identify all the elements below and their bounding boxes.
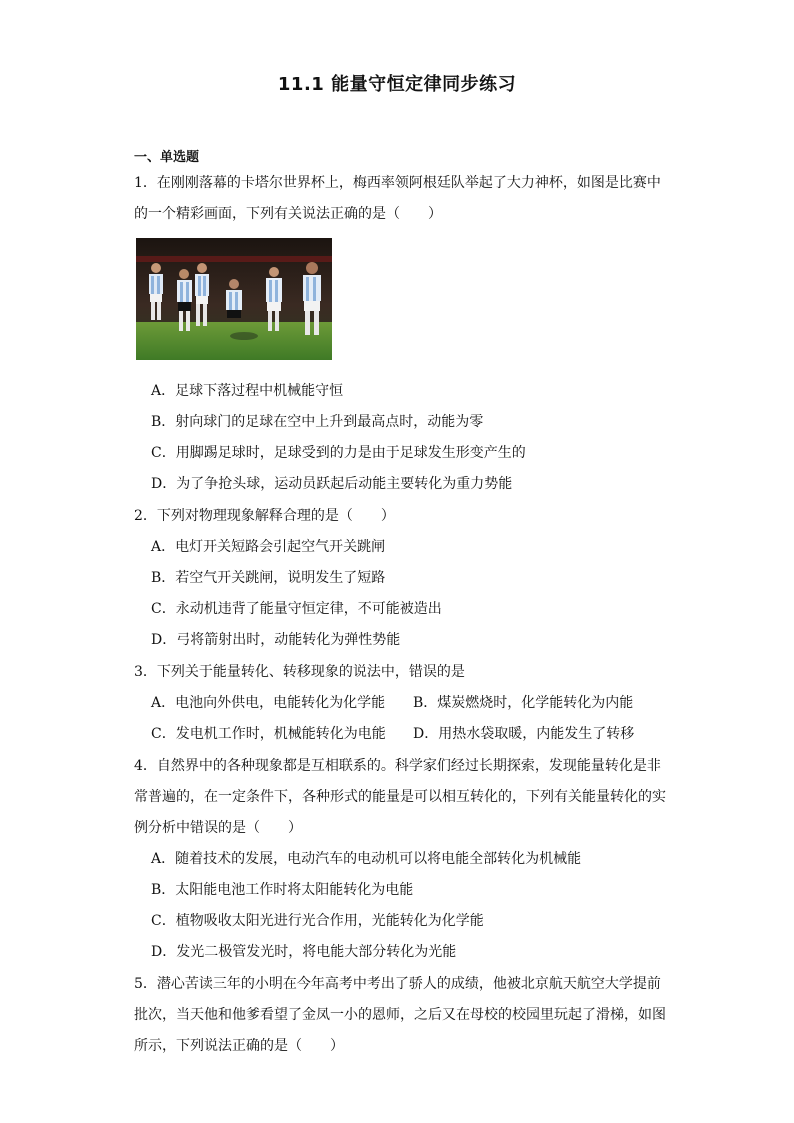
question-1-option-b: B．射向球门的足球在空中上升到最高点时，动能为零: [151, 414, 484, 430]
question-4-option-a: A．随着技术的发展，电动汽车的电动机可以将电能全部转化为机械能: [151, 851, 582, 867]
question-2-option-a: A．电灯开关短路会引起空气开关跳闸: [151, 539, 386, 555]
question-3-option-a: A．电池向外供电，电能转化为化学能: [151, 695, 386, 711]
question-4-stem-line-2: 常普遍的，在一定条件下，各种形式的能量是可以相互转化的，下列有关能量转化的实: [134, 789, 666, 805]
question-4-stem-line-3: 例分析中错误的是（ ）: [134, 820, 302, 836]
question-2-option-c: C．永动机违背了能量守恒定律，不可能被造出: [151, 601, 442, 617]
question-2-option-d: D．弓将箭射出时，动能转化为弹性势能: [151, 632, 401, 648]
question-5-stem-line-3: 所示，下列说法正确的是（ ）: [134, 1038, 344, 1054]
document-title: 11.1 能量守恒定律同步练习: [277, 74, 517, 95]
question-2-stem: 2．下列对物理现象解释合理的是（ ）: [134, 508, 395, 524]
question-1-stem-line-1: 1．在刚刚落幕的卡塔尔世界杯上，梅西率领阿根廷队举起了大力神杯，如图是比赛中: [134, 175, 661, 191]
question-5-stem-line-1: 5．潜心苦读三年的小明在今年高考中考出了骄人的成绩，他被北京航天航空大学提前: [134, 976, 661, 992]
question-1-option-d: D．为了争抢头球，运动员跃起后动能主要转化为重力势能: [151, 476, 513, 492]
question-3-option-b: B．煤炭燃烧时，化学能转化为内能: [413, 695, 634, 711]
question-1-option-a: A．足球下落过程中机械能守恒: [151, 383, 344, 399]
football-celebration-photo: [136, 238, 332, 360]
question-4-option-d: D．发光二极管发光时，将电能大部分转化为光能: [151, 944, 457, 960]
section-heading: 一、单选题: [134, 150, 200, 165]
question-5-stem-line-2: 批次，当天他和他爹看望了金凤一小的恩师，之后又在母校的校园里玩起了滑梯，如图: [134, 1007, 666, 1023]
question-1-option-c: C．用脚踢足球时，足球受到的力是由于足球发生形变产生的: [151, 445, 526, 461]
question-4-stem-line-1: 4．自然界中的各种现象都是互相联系的。科学家们经过长期探索，发现能量转化是非: [134, 758, 661, 774]
question-3-option-d: D．用热水袋取暖，内能发生了转移: [413, 726, 635, 742]
question-1-stem-line-2: 的一个精彩画面，下列有关说法正确的是（ ）: [134, 206, 442, 222]
question-2-option-b: B．若空气开关跳闸，说明发生了短路: [151, 570, 386, 586]
question-4-option-b: B．太阳能电池工作时将太阳能转化为电能: [151, 882, 414, 898]
question-3-stem: 3．下列关于能量转化、转移现象的说法中，错误的是: [134, 664, 465, 680]
question-3-option-c: C．发电机工作时，机械能转化为电能: [151, 726, 386, 742]
question-4-option-c: C．植物吸收太阳光进行光合作用，光能转化为化学能: [151, 913, 484, 929]
